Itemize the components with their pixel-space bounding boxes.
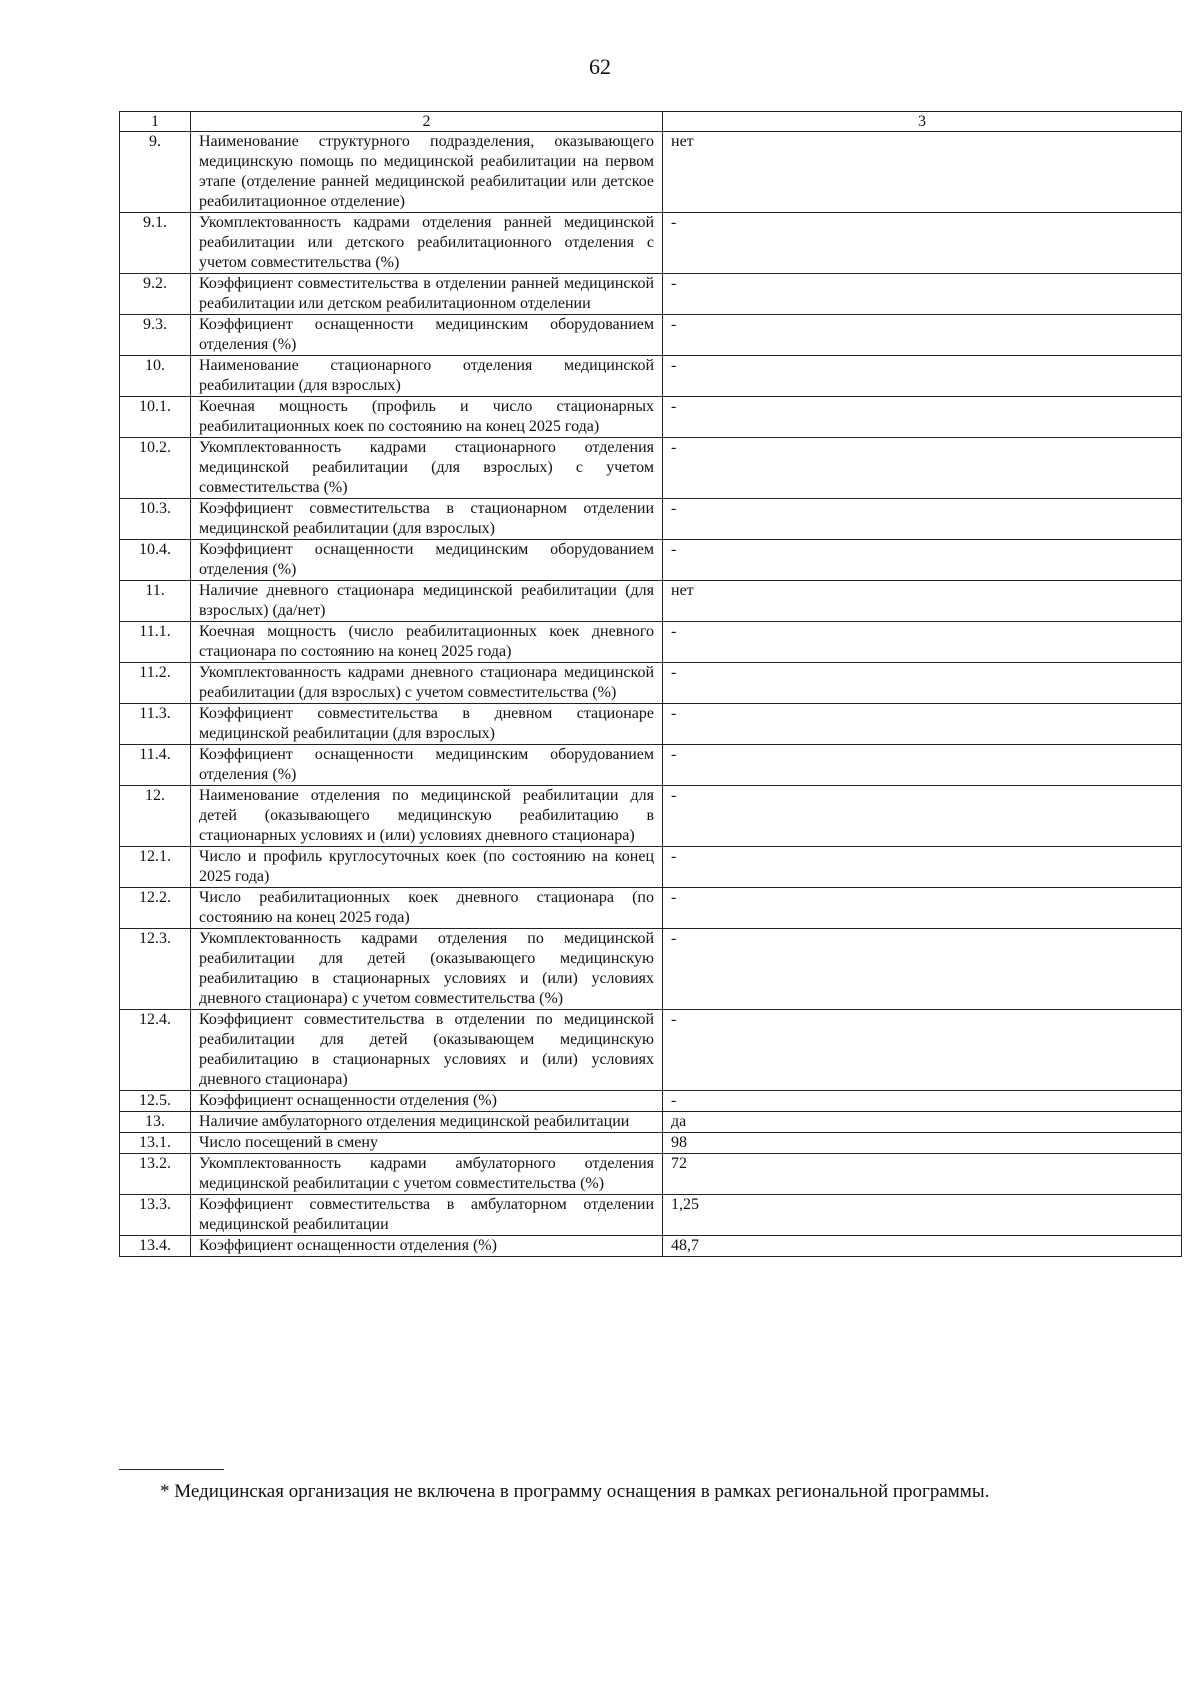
row-number: 12.5.: [120, 1091, 191, 1112]
table-row: [120, 786, 1182, 847]
row-number: 10.3.: [120, 499, 191, 540]
table-row: [120, 540, 1182, 581]
row-description: Наименование стационарного отделения медицинской реабилитации (для взрослых): [191, 356, 663, 397]
row-number: 11.4.: [120, 745, 191, 786]
row-description: Наличие амбулаторного отделения медицинской реабилитации: [191, 1112, 663, 1133]
row-description: Наименование отделения по медицинской реабилитации для детей (оказывающего медицинскую реабилитацию в стационарных условиях и (или) условиях дневного стационара): [191, 786, 663, 847]
table-row: [120, 356, 1182, 397]
row-description: Коэффициент совместительства в амбулаторном отделении медицинской реабилитации: [191, 1195, 663, 1236]
table-row: [120, 213, 1182, 274]
table-row: [120, 397, 1182, 438]
row-value: -: [663, 356, 1182, 397]
column-header-1: 1: [120, 112, 191, 132]
table-row: [120, 438, 1182, 499]
row-description: Коэффициент оснащенности медицинским оборудованием отделения (%): [191, 745, 663, 786]
row-number: 13.4.: [120, 1236, 191, 1257]
row-number: 13.: [120, 1112, 191, 1133]
row-number: 9.3.: [120, 315, 191, 356]
table-row: [120, 704, 1182, 745]
row-description: Число реабилитационных коек дневного стационара (по состоянию на конец 2025 года): [191, 888, 663, 929]
row-value: -: [663, 397, 1182, 438]
footnote: * Медицинская организация не включена в программу оснащения в рамках региональной программы.: [160, 1481, 990, 1502]
row-value: -: [663, 622, 1182, 663]
header-row: [120, 112, 1182, 132]
row-number: 9.: [120, 132, 191, 213]
footnote-divider: [119, 1469, 224, 1470]
row-value: -: [663, 847, 1182, 888]
row-number: 9.1.: [120, 213, 191, 274]
row-value: нет: [663, 581, 1182, 622]
row-number: 10.1.: [120, 397, 191, 438]
row-description: Укомплектованность кадрами отделения ранней медицинской реабилитации или детского реабилитационного отделения с учетом совместительства (%): [191, 213, 663, 274]
table-row: [120, 1236, 1182, 1257]
row-number: 12.4.: [120, 1010, 191, 1091]
row-number: 10.: [120, 356, 191, 397]
row-value: -: [663, 499, 1182, 540]
table-row: [120, 1091, 1182, 1112]
row-description: Коэффициент совместительства в отделении по медицинской реабилитации для детей (оказывающем медицинскую реабилитацию в стационарных условиях и (или) условиях дневного стационара): [191, 1010, 663, 1091]
row-value: -: [663, 663, 1182, 704]
row-description: Укомплектованность кадрами амбулаторного отделения медицинской реабилитации с учетом совместительства (%): [191, 1154, 663, 1195]
row-description: Коечная мощность (профиль и число стационарных реабилитационных коек по состоянию на конец 2025 года): [191, 397, 663, 438]
row-description: Укомплектованность кадрами стационарного отделения медицинской реабилитации (для взрослых) с учетом совместительства (%): [191, 438, 663, 499]
row-value: 72: [663, 1154, 1182, 1195]
table-row: [120, 132, 1182, 213]
row-value: -: [663, 704, 1182, 745]
row-description: Коэффициент оснащенности медицинским оборудованием отделения (%): [191, 540, 663, 581]
row-number: 12.3.: [120, 929, 191, 1010]
row-description: Наличие дневного стационара медицинской реабилитации (для взрослых) (да/нет): [191, 581, 663, 622]
table-row: [120, 745, 1182, 786]
row-number: 12.: [120, 786, 191, 847]
row-number: 10.2.: [120, 438, 191, 499]
table-row: [120, 888, 1182, 929]
table-row: [120, 1195, 1182, 1236]
row-value: 1,25: [663, 1195, 1182, 1236]
column-header-2: 2: [191, 112, 663, 132]
table-row: [120, 499, 1182, 540]
row-value: 98: [663, 1133, 1182, 1154]
page-number: 62: [589, 54, 611, 79]
table-row: [120, 847, 1182, 888]
row-value: -: [663, 786, 1182, 847]
row-description: Коэффициент совместительства в дневном стационаре медицинской реабилитации (для взрослых): [191, 704, 663, 745]
row-value: -: [663, 888, 1182, 929]
row-value: -: [663, 929, 1182, 1010]
row-description: Наименование структурного подразделения, оказывающего медицинскую помощь по медицинской реабилитации на первом этапе (отделение ранней медицинской реабилитации или детское реабилитационное отделение): [191, 132, 663, 213]
indicators-table: [119, 111, 1182, 1257]
row-number: 11.3.: [120, 704, 191, 745]
table-row: [120, 622, 1182, 663]
row-number: 11.2.: [120, 663, 191, 704]
row-number: 13.2.: [120, 1154, 191, 1195]
row-number: 9.2.: [120, 274, 191, 315]
row-description: Укомплектованность кадрами отделения по медицинской реабилитации для детей (оказывающего медицинскую реабилитацию в стационарных условиях и (или) условиях дневного стационара) с учетом совместительства (%): [191, 929, 663, 1010]
row-description: Коечная мощность (число реабилитационных коек дневного стационара по состоянию на конец 2025 года): [191, 622, 663, 663]
row-description: Коэффициент совместительства в стационарном отделении медицинской реабилитации (для взрослых): [191, 499, 663, 540]
row-value: нет: [663, 132, 1182, 213]
table-row: [120, 274, 1182, 315]
row-number: 13.1.: [120, 1133, 191, 1154]
row-number: 12.1.: [120, 847, 191, 888]
table-row: [120, 663, 1182, 704]
row-number: 11.: [120, 581, 191, 622]
table-row: [120, 1133, 1182, 1154]
table-row: [120, 315, 1182, 356]
row-description: Число посещений в смену: [191, 1133, 663, 1154]
row-description: Коэффициент оснащенности отделения (%): [191, 1236, 663, 1257]
row-description: Коэффициент совместительства в отделении ранней медицинской реабилитации или детском реабилитационном отделении: [191, 274, 663, 315]
table-row: [120, 581, 1182, 622]
table-row: [120, 1112, 1182, 1133]
row-value: -: [663, 1091, 1182, 1112]
row-value: -: [663, 438, 1182, 499]
row-description: Число и профиль круглосуточных коек (по состоянию на конец 2025 года): [191, 847, 663, 888]
row-number: 11.1.: [120, 622, 191, 663]
row-value: -: [663, 213, 1182, 274]
row-value: -: [663, 745, 1182, 786]
table-row: [120, 1010, 1182, 1091]
row-description: Укомплектованность кадрами дневного стационара медицинской реабилитации (для взрослых) с учетом совместительства (%): [191, 663, 663, 704]
table-body: [120, 132, 1182, 1257]
row-number: 10.4.: [120, 540, 191, 581]
row-description: Коэффициент оснащенности медицинским оборудованием отделения (%): [191, 315, 663, 356]
row-value: да: [663, 1112, 1182, 1133]
row-number: 13.3.: [120, 1195, 191, 1236]
row-number: 12.2.: [120, 888, 191, 929]
row-value: -: [663, 540, 1182, 581]
row-value: -: [663, 315, 1182, 356]
row-description: Коэффициент оснащенности отделения (%): [191, 1091, 663, 1112]
column-header-3: 3: [663, 112, 1182, 132]
table-row: [120, 1154, 1182, 1195]
row-value: -: [663, 274, 1182, 315]
row-value: 48,7: [663, 1236, 1182, 1257]
row-value: -: [663, 1010, 1182, 1091]
table-row: [120, 929, 1182, 1010]
